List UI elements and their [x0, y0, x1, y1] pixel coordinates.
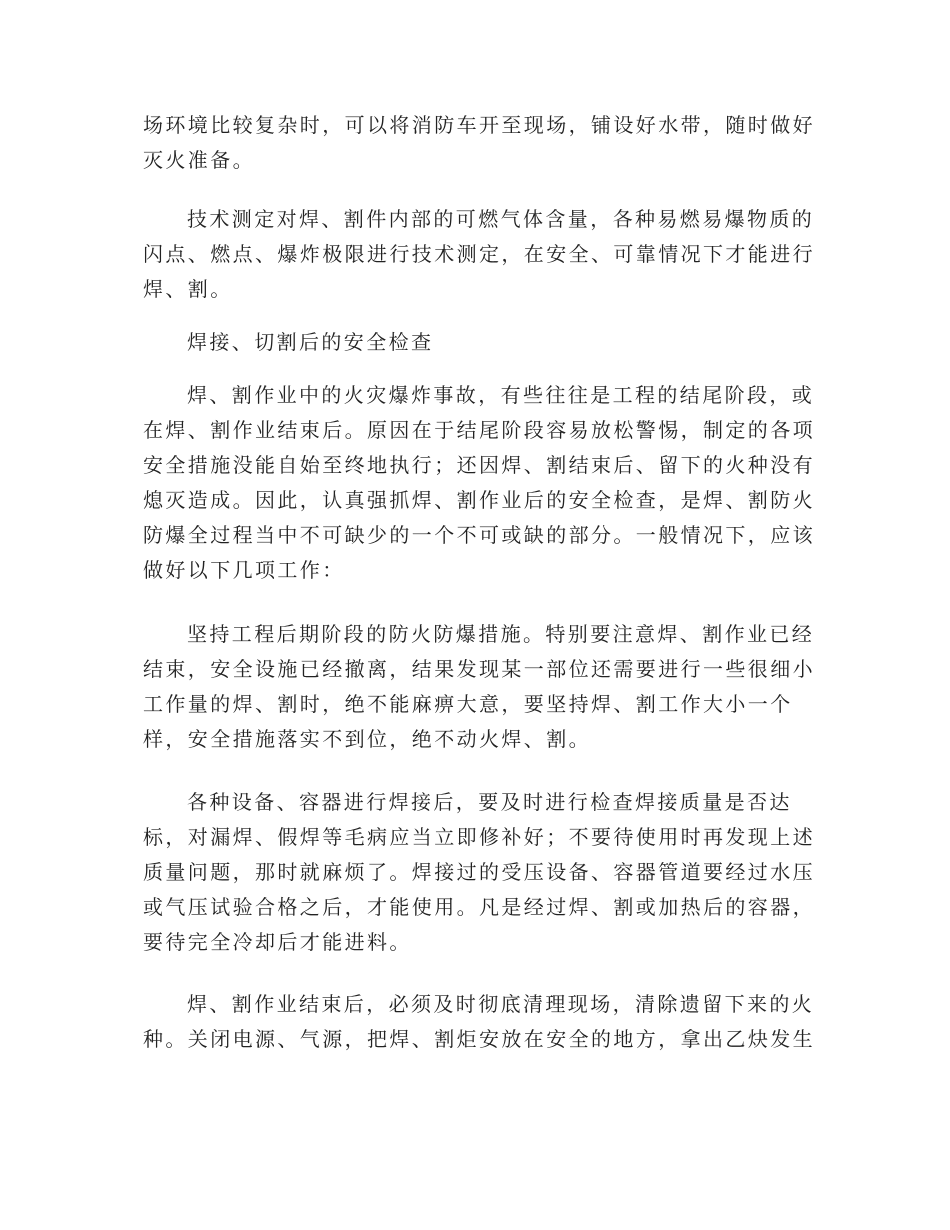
paragraph-site-cleanup — [143, 987, 815, 1057]
text-line: 技术测定对焊、割件内部的可燃气体含量，各种易燃易爆物质的 — [187, 207, 815, 231]
text-line: 安全措施没能自始至终地执行；还因焊、割结束后、留下的火种没有 — [143, 453, 815, 477]
text-line: 各种设备、容器进行焊接后，要及时进行检查焊接质量是否达 — [187, 790, 792, 814]
text-line: 在焊、割作业结束后。原因在于结尾阶段容易放松警惕，制定的各项 — [143, 418, 815, 442]
text-line: 要待完全冷却后才能进料。 — [143, 930, 412, 954]
text-line: 场环境比较复杂时，可以将消防车开至现场，铺设好水带，随时做好 — [143, 113, 815, 137]
text-line: 工作量的焊、割时，绝不能麻痹大意，要坚持焊、割工作大小一个 — [143, 692, 793, 716]
text-line: 闪点、燃点、爆炸极限进行技术测定，在安全、可靠情况下才能进行 — [143, 242, 815, 266]
text-line: 样，安全措施落实不到位，绝不动火焊、割。 — [143, 727, 591, 751]
paragraph-late-stage-measures — [143, 617, 815, 757]
text-line: 种。关闭电源、气源，把焊、割炬安放在安全的地方，拿出乙炔发生 — [143, 1027, 815, 1051]
section-heading: 焊接、切割后的安全检查 — [187, 330, 434, 354]
text-line: 或气压试验合格之后，才能使用。凡是经过焊、割或加热后的容器， — [143, 895, 815, 919]
text-line: 焊、割作业中的火灾爆炸事故，有些往往是工程的结尾阶段，或 — [187, 383, 815, 407]
text-line: 结束，安全设施已经撤离，结果发现某一部位还需要进行一些很细小 — [143, 657, 815, 681]
text-line: 做好以下几项工作： — [143, 558, 345, 582]
paragraph-fire-truck-prep — [143, 108, 815, 178]
text-line: 标，对漏焊、假焊等毛病应当立即修补好；不要待使用时再发现上述 — [143, 825, 815, 849]
text-line: 焊、割。 — [143, 277, 233, 301]
text-line: 灭火准备。 — [143, 148, 255, 172]
text-line: 熄灭造成。因此，认真强抓焊、割作业后的安全检查，是焊、割防火 — [143, 488, 815, 512]
paragraph-technical-measurement — [143, 202, 815, 307]
text-line: 质量问题，那时就麻烦了。焊接过的受压设备、容器管道要经过水压 — [143, 860, 815, 884]
text-line: 防爆全过程当中不可缺少的一个不可或缺的部分。一般情况下，应该 — [143, 523, 815, 547]
text-line: 坚持工程后期阶段的防火防爆措施。特别要注意焊、割作业已经 — [187, 622, 815, 646]
paragraph-accident-causes — [143, 378, 815, 588]
paragraph-weld-quality-check — [143, 785, 815, 960]
text-line: 焊、割作业结束后，必须及时彻底清理现场，清除遗留下来的火 — [187, 992, 815, 1016]
